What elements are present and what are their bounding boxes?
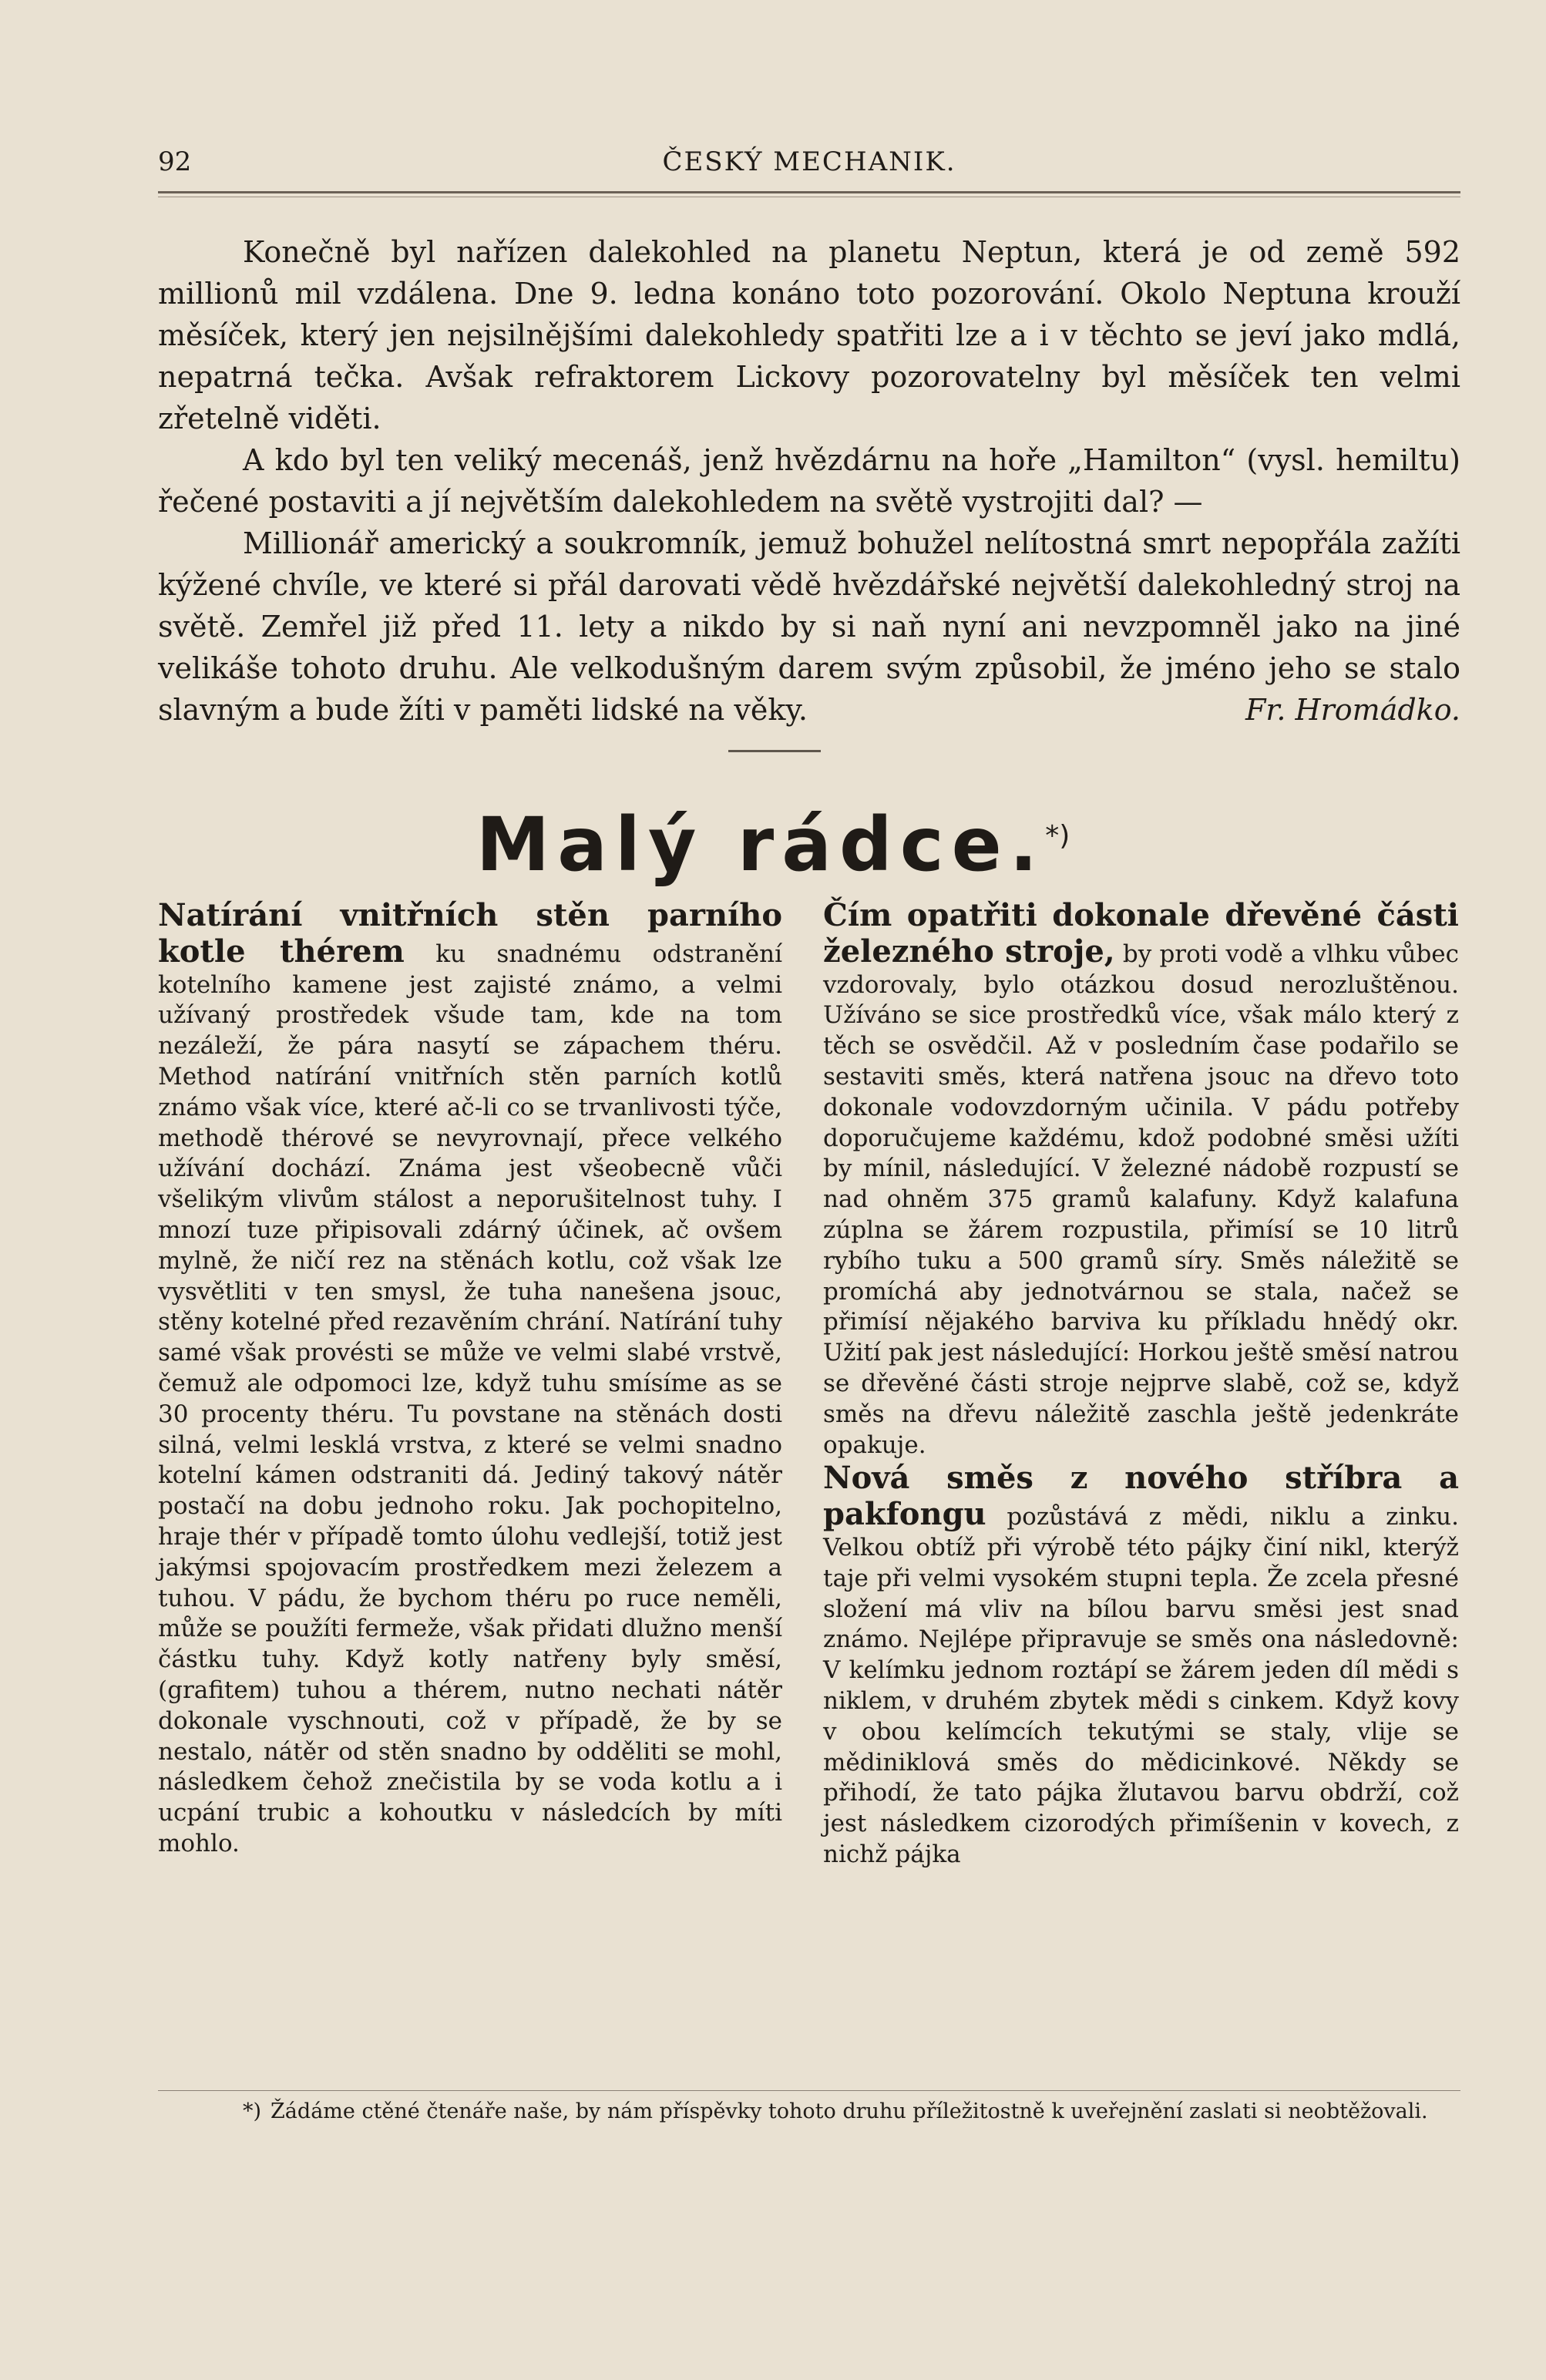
author-signature: Fr. Hromádko. (1245, 693, 1460, 727)
footnote-mark: *) (243, 2099, 262, 2123)
article-body: by proti vodě a vlhku vůbec vzdorovaly, bylo otázkou dosud nerozluštěnou. Užíváno se sice prostředků více, však málo který z těch se osvědčil. Až v posledním čase podařilo se sestaviti směs, která natřena jsouc na dřevo toto dokonale vodovzdorným učinila. V pádu potřeby doporučujeme každému, kdož podobné směsi užíti by mínil, následující. V železné nádobě rozpustí se nad ohněm 375 gramů kalafuny. Když kalafuna zúplna se žárem rozpustila, přimísí se 10 litrů rybího tuku a 500 gramů síry. Směs náležitě se promíchá aby jednotvárnou se stala, načež se přimísí nějakého barviva ku příkladu hnědý okr. Užití pak jest následující: Horkou ještě směsí natrou se dřevěné části stroje nejprve slabě, což se, když směs na dřevu náležitě zaschla ještě jedenkráte opakuje. (823, 940, 1459, 1459)
intro-text (158, 231, 1460, 731)
article-body: pozůstává z mědi, niklu a zinku. Velkou obtíž při výrobě této pájky činí nikl, kterýž taje při velmi vysokém stupni tepla. Že zcela přesné složení má vliv na bílou barvu směsi jest snad známo. Nejlépe připravuje se směs ona následovně: V kelímku jednom roztápí se žárem jeden díl mědi s niklem, v druhém zbytek mědi s cinkem. Když kovy v obou kelímcích tekutými se staly, vlije se mědiniklová směs do mědicinkové. Někdy se přihodí, že tato pájka žlutavou barvu obdrží, což jest následkem cizorodých přimíšenin v kovech, z nichž pájka (823, 1503, 1459, 1868)
footnote-reference: *) (1045, 820, 1070, 852)
footnote-rule (158, 2090, 1460, 2091)
intro-paragraph: Konečně byl nařízen dalekohled na planetu Neptun, která je od země 592 millionů mil vzdálena. Dne 9. ledna konáno toto pozorování. Okolo Neptuna krouží měsíček, který jen nejsilnějšími dalekohledy spatřiti lze a i v těchto se jeví jako mdlá, nepatrná tečka. Avšak refraktorem Lickovy pozorovatelny byl měsíček ten velmi zřetelně viděti. (158, 235, 1460, 435)
article-wood-protection (823, 898, 1459, 1461)
footnote-text: Žádáme ctěné čtenáře naše, by nám příspěvky tohoto druhu příležitostně k uveřejnění zaslati si neobtěžovali. (271, 2099, 1428, 2123)
article-headline: Nová směs z nového stříbra a pakfongu (823, 1460, 1459, 1533)
footnote (158, 2099, 1460, 2125)
article-graphite-coating (158, 898, 782, 1860)
article-headline: Čím opatřiti dokonale dřevěné části železného stroje, (823, 897, 1459, 970)
page-header (158, 146, 1460, 193)
section-title (0, 802, 1546, 888)
article-body: ku snadnému odstranění kotelního kamene jest zajisté známo, a velmi užívaný prostředek všude tam, kde na tom nezáleží, že pára nasytí se zápachem théru. Method natírání vnitřních stěn parních kotlů známo však více, které ač-li co se trvanlivosti týče, methodě thérové se nevyrovnají, přece velkého užívání dochází. Známa jest všeobecně vůči všelikým vlivům stálost a neporušitelnost tuhy. I mnozí tuze připisovali zdárný účinek, ač ovšem mylně, že ničí rez na stěnách kotlu, což však lze vysvětliti v ten smysl, že tuha nanešena jsouc, stěny kotelné před rezavěním chrání. Natírání tuhy samé však provésti se může ve velmi slabé vrstvě, čemuž ale odpomoci lze, když tuhu smísíme as se 30 procenty théru. Tu povstane na stěnách dosti silná, velmi lesklá vrstva, z které se velmi snadno kotelní kámen odstraniti dá. Jediný takový nátěr postačí na dobu jednoho roku. Jak pochopitelno, hraje thér v případě tomto úlohu vedlejší, totiž jest jakýmsi spojovacím prostředkem mezi železem a tuhou. V pádu, že bychom théru po ruce neměli, může se použíti fermeže, však přidati dlužno menší částku tuhy. Když kotly natřeny byly směsí, (grafitem) tuhou a thérem, nutno nechati nátěr dokonale vyschnouti, což v případě, že by se nestalo, nátěr od stěn snadno by odděliti se mohl, následkem čehož znečistila by se voda kotlu a i ucpání trubic a kohoutku v následcích by míti mohlo. (158, 940, 783, 1857)
section-title-text: Malý rádce. (476, 802, 1046, 888)
separator-rule (728, 750, 821, 752)
left-column (158, 898, 782, 1860)
header-rule (158, 191, 1460, 197)
intro-paragraph (158, 523, 1460, 731)
running-title: ČESKÝ MECHANIK. (662, 146, 956, 177)
article-new-silver-alloy (823, 1461, 1459, 1870)
intro-paragraph: A kdo byl ten veliký mecenáš, jenž hvězdárnu na hoře „Hamilton“ (vysl. hemiltu) řečené postaviti a jí největším dalekohledem na světě vystrojiti dal? — (158, 443, 1460, 519)
right-column (823, 898, 1459, 1871)
page-number: 92 (158, 146, 192, 177)
intro-paragraph-text: Millionář americký a soukromník, jemuž bohužel nelítostná smrt nepopřála zažíti kýžené chvíle, ve které si přál darovati vědě hvězdářské největší dalekohledný stroj na světě. Zemřel již před 11. lety a nikdo by si naň nyní ani nevzpomněl jako na jiné velikáše tohoto druhu. Ale velkodušným darem svým způsobil, že jméno jeho se stalo slavným a bude žíti v paměti lidské na věky. (158, 526, 1460, 727)
article-headline: Natírání vnitřních stěn parního kotle thérem (158, 897, 782, 970)
